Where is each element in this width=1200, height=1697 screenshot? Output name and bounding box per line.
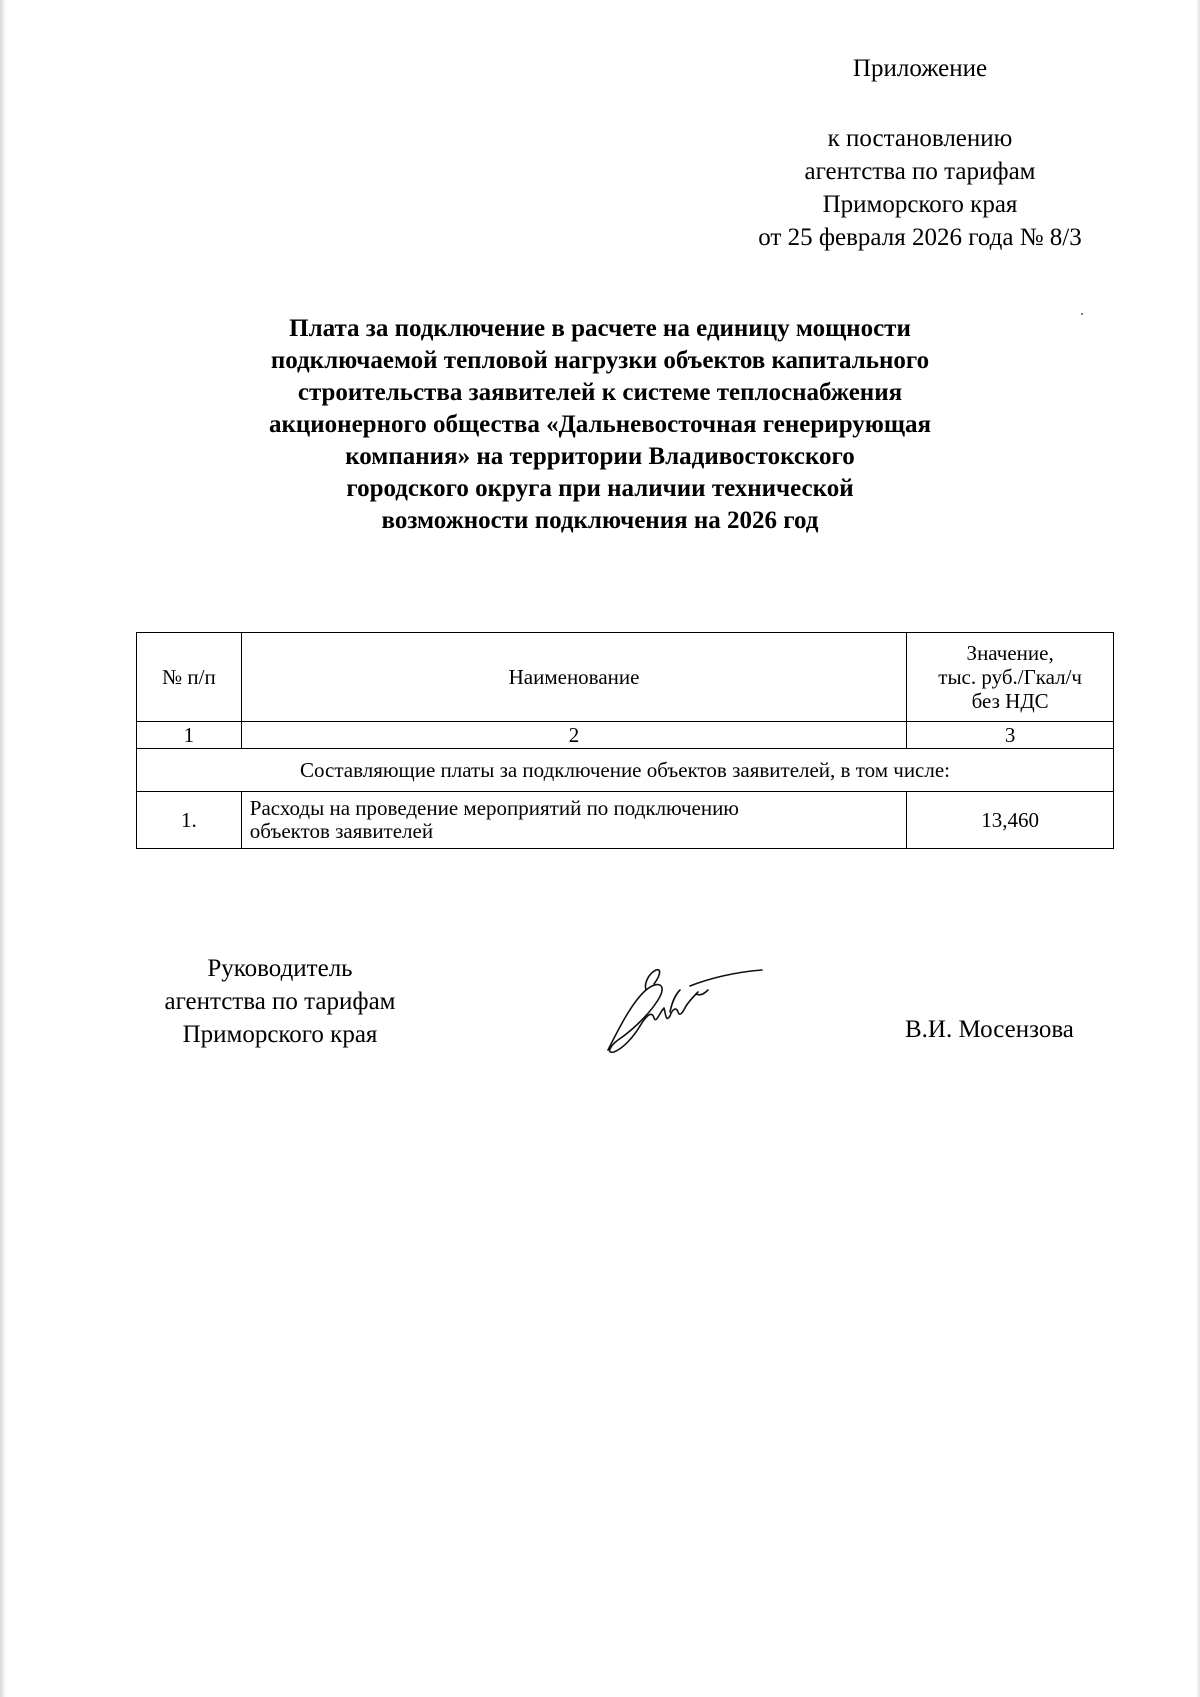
row-name [241, 792, 906, 849]
header-value-line: Значение, [966, 641, 1054, 665]
section-label: Составляющие платы за подключение объектов заявителей, в том числе: [137, 749, 1114, 792]
scan-speck [1081, 313, 1083, 315]
heading-line: строительства заявителей к системе теплоснабжения [297, 379, 903, 406]
appendix-line: к постановлению [827, 125, 1013, 152]
row-name-line: объектов заявителей [249, 819, 434, 843]
table-index-row [137, 722, 1114, 749]
heading-line: городского округа при наличии технической [346, 475, 854, 502]
signatory-title-line: Приморского края [182, 1021, 378, 1048]
tariff-table [136, 632, 1114, 849]
row-value: 13,460 [907, 792, 1114, 849]
header-value-line: без НДС [971, 689, 1049, 713]
row-name-line: Расходы на проведение мероприятий по подключению [249, 796, 739, 820]
appendix-line: Приморского края [822, 191, 1018, 218]
heading-line: акционерного общества «Дальневосточная генерирующая [268, 411, 932, 438]
heading-line: возможности подключения на 2026 год [381, 507, 819, 534]
header-num: № п/п [137, 633, 242, 722]
table-header-row [137, 633, 1114, 722]
table-row [137, 792, 1114, 849]
header-value-line: тыс. руб./Гкал/ч [938, 665, 1082, 689]
signatory-title-line: агентства по тарифам [164, 988, 396, 1015]
heading-line: подключаемой тепловой нагрузки объектов капитального [270, 347, 930, 374]
index-cell: 2 [241, 722, 906, 749]
appendix-line: от 25 февраля 2026 года № 8/3 [758, 224, 1082, 251]
heading-line: Плата за подключение в расчете на единицу мощности [289, 315, 911, 342]
table-section-row [137, 749, 1114, 792]
row-num: 1. [137, 792, 242, 849]
heading-line: компания» на территории Владивостокского [345, 443, 855, 470]
index-cell: 1 [137, 722, 242, 749]
index-cell: 3 [907, 722, 1114, 749]
scan-edge-left [0, 0, 6, 1697]
signatory-title-line: Руководитель [207, 955, 353, 982]
scan-edge-right [1196, 0, 1200, 1697]
header-name: Наименование [241, 633, 906, 722]
appendix-reference [720, 122, 1120, 254]
header-value [907, 633, 1114, 722]
signatory-title [130, 952, 430, 1051]
appendix-line: агентства по тарифам [804, 158, 1036, 185]
handwritten-signature [600, 950, 770, 1060]
signatory-name: В.И. Мосензова [905, 1016, 1074, 1043]
document-heading [200, 313, 1000, 537]
appendix-title: Приложение [852, 55, 988, 82]
